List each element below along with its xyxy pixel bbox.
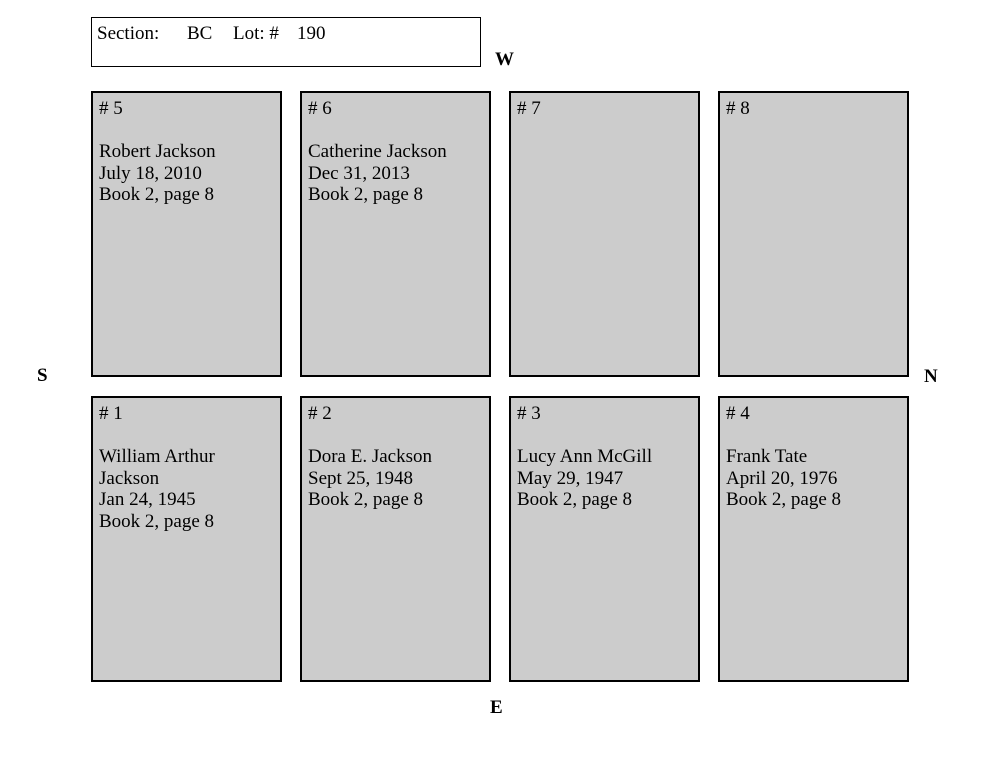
- plot-number: # 8: [726, 98, 750, 119]
- plot-line: Book 2, page 8: [308, 489, 424, 510]
- plot-number: # 1: [99, 403, 123, 424]
- plot-8: [718, 91, 909, 377]
- plot-line: William Arthur: [99, 446, 215, 467]
- plot-1: [91, 396, 282, 682]
- plot-line: Dora E. Jackson: [308, 446, 432, 467]
- plot-number: # 3: [517, 403, 541, 424]
- plot-6: [300, 91, 491, 377]
- plot-line: Book 2, page 8: [99, 184, 215, 205]
- plot-line: Book 2, page 8: [517, 489, 633, 510]
- plot-5: [91, 91, 282, 377]
- plot-line: Lucy Ann McGill: [517, 446, 653, 467]
- plot-line: Robert Jackson: [99, 141, 216, 162]
- compass-west: W: [495, 49, 514, 70]
- section-value: BC: [187, 23, 213, 44]
- section-lot-header: [91, 17, 481, 67]
- compass-south: S: [37, 365, 48, 386]
- lot-label: Lot: #: [233, 23, 279, 44]
- plot-line: May 29, 1947: [517, 467, 624, 489]
- section-label: Section:: [97, 23, 160, 44]
- plot-number: # 4: [726, 403, 750, 424]
- plot-number: # 2: [308, 403, 332, 424]
- plot-line: Book 2, page 8: [308, 184, 424, 205]
- plot-number: # 5: [99, 98, 123, 119]
- plot-line: Book 2, page 8: [99, 510, 215, 532]
- plot-number: # 7: [517, 98, 541, 119]
- plot-3: [509, 396, 700, 682]
- compass-north: N: [924, 366, 938, 387]
- plot-line: Frank Tate: [726, 446, 808, 467]
- plot-line: July 18, 2010: [99, 162, 202, 184]
- plot-line: Book 2, page 8: [726, 489, 842, 510]
- plot-2: [300, 396, 491, 682]
- plot-4: [718, 396, 909, 682]
- compass-east: E: [490, 697, 503, 718]
- plot-line: Jackson: [99, 467, 160, 489]
- lot-value: 190: [297, 23, 326, 44]
- plot-line: April 20, 1976: [726, 467, 838, 489]
- plot-number: # 6: [308, 98, 332, 119]
- plot-line: Jan 24, 1945: [99, 489, 196, 510]
- plot-7: [509, 91, 700, 377]
- plot-line: Catherine Jackson: [308, 141, 447, 162]
- plot-line: Dec 31, 2013: [308, 162, 410, 184]
- plot-line: Sept 25, 1948: [308, 467, 414, 489]
